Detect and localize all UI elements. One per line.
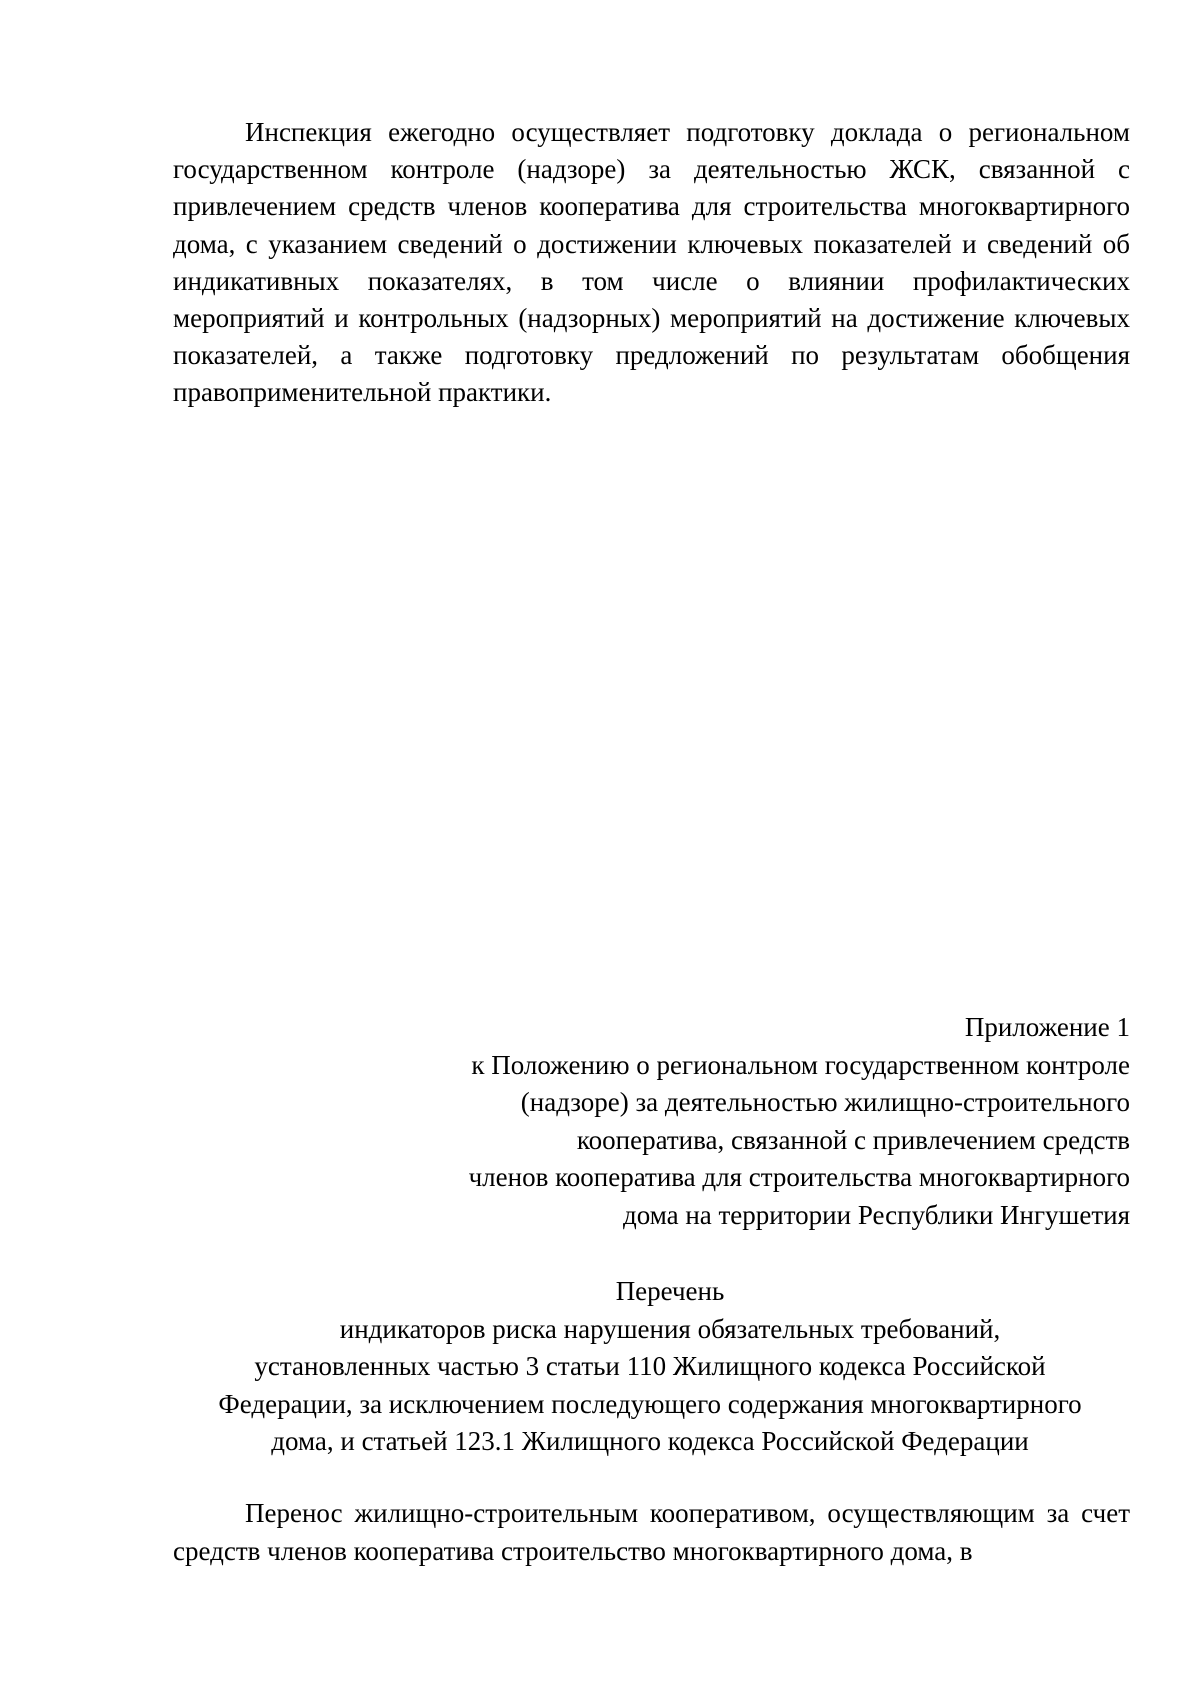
list-title-line: установленных частью 3 статьи 110 Жилищного кодекса Российской xyxy=(254,1351,1046,1381)
appendix-line: дома на территории Республики Ингушетия xyxy=(622,1199,1130,1230)
list-heading: Перечень xyxy=(615,1276,725,1306)
appendix-line: членов кооператива для строительства многоквартирного xyxy=(468,1162,1130,1192)
list-title-line: Федерации, за исключением последующего содержания многоквартирного xyxy=(218,1388,1082,1419)
appendix-line: кооператива, связанной с привлечением средств xyxy=(576,1124,1130,1155)
appendix-line: (надзоре) за деятельностью жилищно-строительного xyxy=(520,1087,1130,1117)
list-title-line: дома, и статьей 123.1 Жилищного кодекса Российской Федерации xyxy=(271,1426,1029,1456)
risk-indicator-paragraph: Перенос жилищно-строительным кооперативом, осуществляющим за счет средств членов кооператива строительство многоквартирного дома, в xyxy=(173,1498,1130,1566)
appendix-header xyxy=(370,1009,1130,1234)
appendix-line: к Положению о региональном государственном контроле xyxy=(471,1049,1130,1080)
inspection-report-paragraph: Инспекция ежегодно осуществляет подготовку доклада о региональном государственном контроле (надзоре) за деятельностью ЖСК, связанной с привлечением средств членов кооператива для строительства многоквартирного дома, с указанием сведений о достижении ключевых показателей и сведений об индикативных показателях, в том числе о влиянии профилактических мероприятий и контрольных (надзорных) мероприятий на достижение ключевых показателей, а также подготовку предложений по результатам обобщения правоприменительной практики. xyxy=(173,117,1130,408)
list-title-block xyxy=(150,1273,1150,1461)
appendix-line: Приложение 1 xyxy=(964,1012,1130,1042)
list-title-line: индикаторов риска нарушения обязательных требований, xyxy=(339,1313,1001,1344)
